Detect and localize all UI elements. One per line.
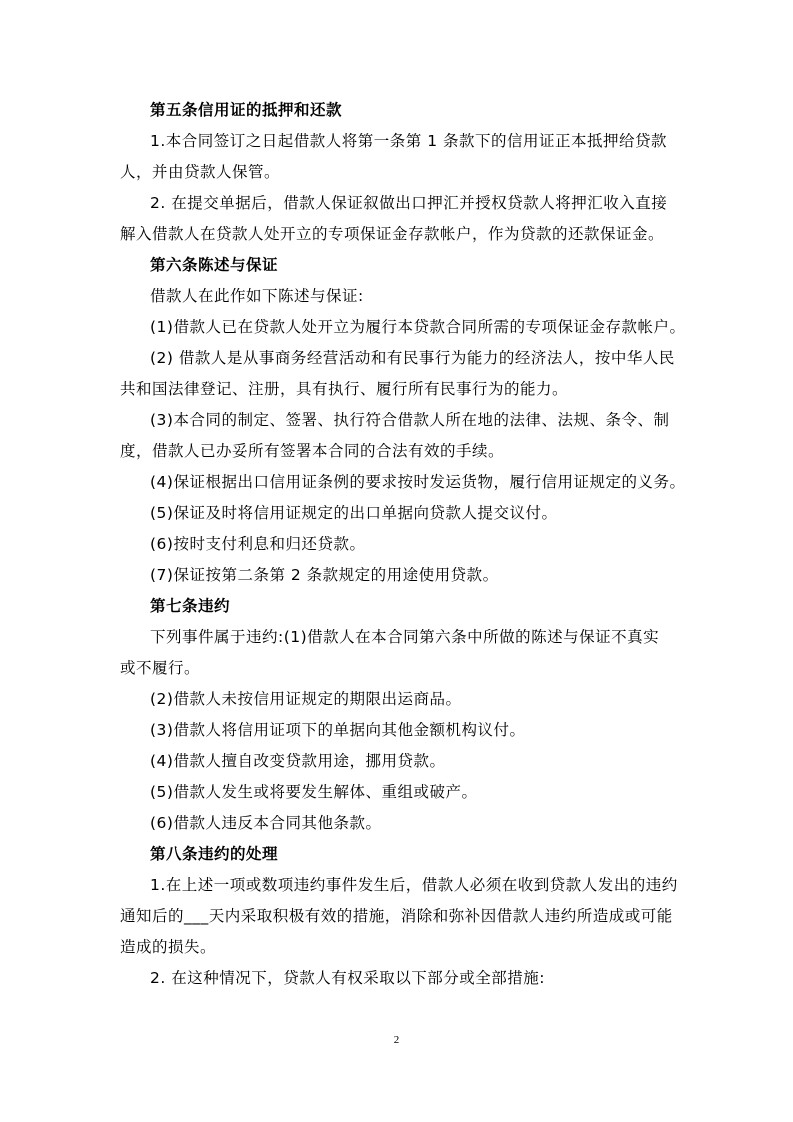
paragraph-line: (2)借款人未按信用证规定的期限出运商品。	[150, 690, 462, 708]
page-number: 2	[393, 1034, 400, 1046]
document-body	[120, 95, 686, 994]
paragraph-line: 度，借款人已办妥所有签署本合同的合法有效的手续。	[120, 442, 505, 460]
paragraph-line: (5)保证及时将信用证规定的出口单据向贷款人提交议付。	[150, 504, 558, 522]
section-heading: 第八条违约的处理	[150, 845, 279, 863]
paragraph-line: 1.本合同签订之日起借款人将第一条第 1 条款下的信用证正本抵押给贷款	[150, 132, 668, 150]
paragraph-line: (6)借款人违反本合同其他条款。	[150, 814, 382, 832]
paragraph-line: (5)借款人发生或将要发生解体、重组或破产。	[150, 783, 478, 801]
paragraph-line: 或不履行。	[120, 659, 201, 677]
paragraph-line: 2. 在提交单据后，借款人保证叙做出口押汇并授权贷款人将押汇收入直接	[150, 194, 668, 212]
paragraph-line: (2) 借款人是从事商务经营活动和有民事行为能力的经济法人，按中华人民	[150, 349, 675, 367]
paragraph-line: 借款人在此作如下陈述与保证:	[150, 287, 364, 305]
paragraph-line: 造成的损失。	[120, 938, 217, 956]
paragraph-line: (1)借款人已在贷款人处开立为履行本贷款合同所需的专项保证金存款帐户。	[150, 318, 686, 336]
paragraph-line: 1.在上述一项或数项违约事件发生后，借款人必须在收到贷款人发出的违约	[150, 876, 678, 894]
section-heading: 第五条信用证的抵押和还款	[150, 101, 343, 119]
paragraph-line: (3)本合同的制定、签署、执行符合借款人所在地的法律、法规、条令、制	[150, 411, 670, 429]
paragraph-line: (7)保证按第二条第 2 条款规定的用途使用贷款。	[150, 566, 499, 584]
section-heading: 第六条陈述与保证	[150, 256, 279, 274]
paragraph-line: 2. 在这种情况下，贷款人有权采取以下部分或全部措施:	[150, 969, 545, 987]
paragraph-line: (6)按时支付利息和归还贷款。	[150, 535, 366, 553]
section-heading: 第七条违约	[150, 597, 231, 615]
paragraph-line: 下列事件属于违约:(1)借款人在本合同第六条中所做的陈述与保证不真实	[150, 628, 660, 646]
paragraph-line: 通知后的___天内采取积极有效的措施，消除和弥补因借款人违约所造成或可能	[120, 907, 673, 925]
paragraph-line: (4)借款人擅自改变贷款用途，挪用贷款。	[150, 752, 446, 770]
paragraph-line: (3)借款人将信用证项下的单据向其他金额机构议付。	[150, 721, 526, 739]
paragraph-line: 共和国法律登记、注册，具有执行、履行所有民事行为的能力。	[120, 380, 569, 398]
paragraph-line: (4)保证根据出口信用证条例的要求按时发运货物，履行信用证规定的义务。	[150, 473, 686, 491]
paragraph-line: 解入借款人在贷款人处开立的专项保证金存款帐户，作为贷款的还款保证金。	[120, 225, 665, 243]
paragraph-line: 人，并由贷款人保管。	[120, 163, 281, 181]
